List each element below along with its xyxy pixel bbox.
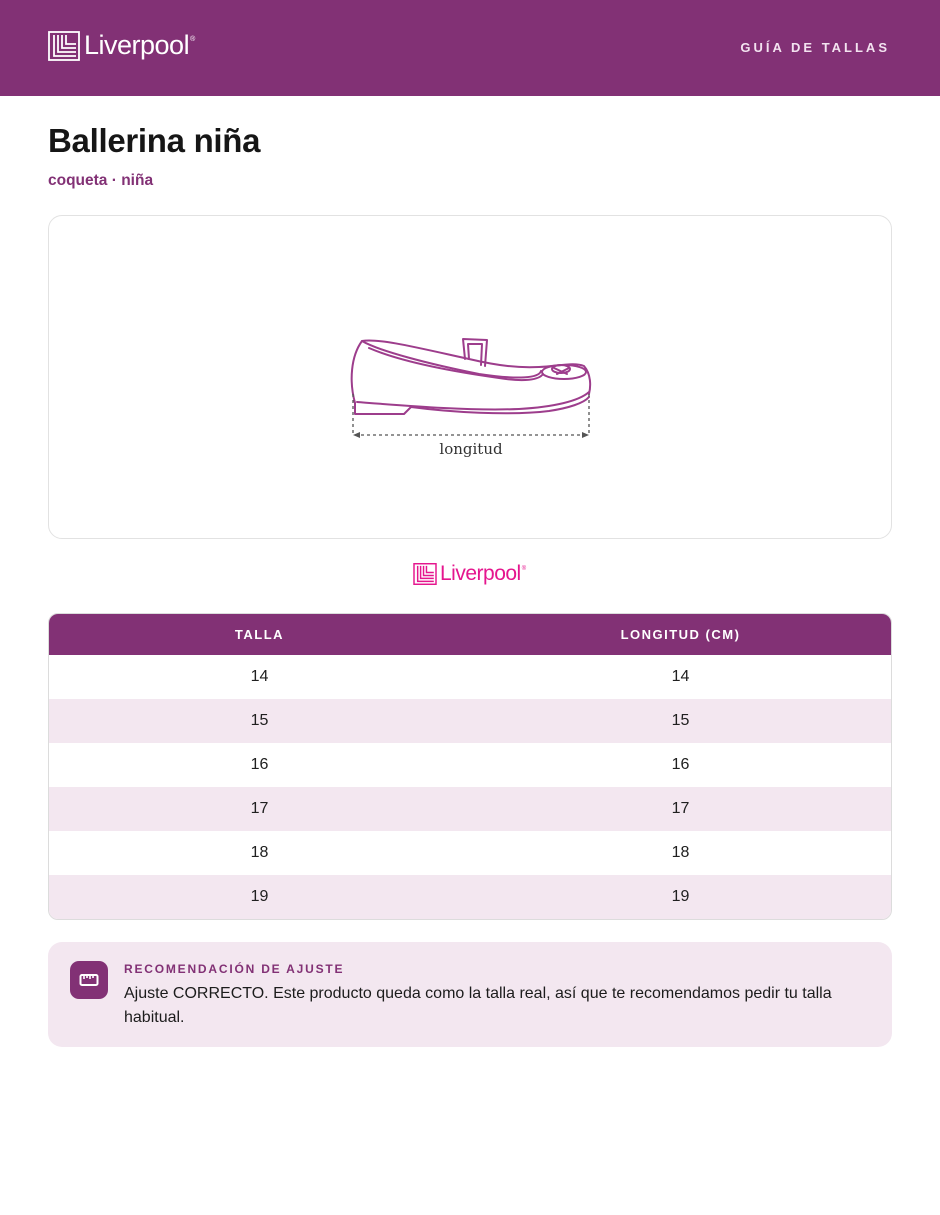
ballerina-shoe-icon bbox=[49, 216, 893, 540]
product-subtitle: coqueta · niña bbox=[48, 172, 154, 189]
size-cell: 16 bbox=[250, 756, 269, 773]
length-cell: 18 bbox=[671, 844, 690, 861]
top-bar bbox=[0, 0, 940, 96]
table-header bbox=[49, 614, 891, 655]
size-cell: 14 bbox=[250, 668, 269, 685]
column-header-size: TALLA bbox=[234, 627, 285, 642]
ruler-icon bbox=[70, 961, 108, 999]
logo-wordmark: Liverpool bbox=[84, 30, 190, 60]
registered-mark: ® bbox=[190, 36, 196, 43]
brand-wordmark: Liverpool bbox=[440, 562, 521, 585]
length-cell: 17 bbox=[671, 800, 690, 817]
size-guide-link[interactable]: GUÍA DE TALLAS bbox=[740, 40, 890, 55]
shoe-illustration-card bbox=[48, 215, 892, 539]
liverpool-logo-icon bbox=[413, 563, 437, 585]
fit-recommendation-text: Ajuste CORRECTO. Este producto queda como la talla real, así que te recomendamos pedir tu talla habitual. bbox=[124, 985, 832, 1026]
fit-recommendation-title: RECOMENDACIÓN DE AJUSTE bbox=[124, 962, 345, 976]
measure-label: longitud bbox=[439, 440, 503, 458]
page-title: Ballerina niña bbox=[48, 122, 261, 159]
size-table bbox=[48, 613, 892, 920]
length-cell: 16 bbox=[671, 756, 690, 773]
fit-recommendation bbox=[48, 942, 892, 1047]
registered-mark: ® bbox=[521, 566, 527, 572]
table-row bbox=[49, 787, 891, 831]
table-row bbox=[49, 699, 891, 743]
column-header-length: LONGITUD (CM) bbox=[620, 627, 741, 642]
table-row bbox=[49, 743, 891, 787]
liverpool-brand-mark bbox=[413, 562, 526, 586]
length-cell: 19 bbox=[671, 888, 690, 905]
table-row bbox=[49, 655, 891, 699]
size-cell: 17 bbox=[250, 800, 269, 817]
liverpool-logo[interactable] bbox=[48, 30, 195, 61]
table-row bbox=[49, 831, 891, 875]
length-cell: 14 bbox=[671, 668, 690, 685]
table-body bbox=[49, 655, 891, 919]
liverpool-logo-icon bbox=[48, 31, 80, 61]
length-cell: 15 bbox=[671, 712, 690, 729]
size-cell: 18 bbox=[250, 844, 269, 861]
size-cell: 15 bbox=[250, 712, 269, 729]
size-cell: 19 bbox=[250, 888, 269, 905]
table-row bbox=[49, 875, 891, 919]
